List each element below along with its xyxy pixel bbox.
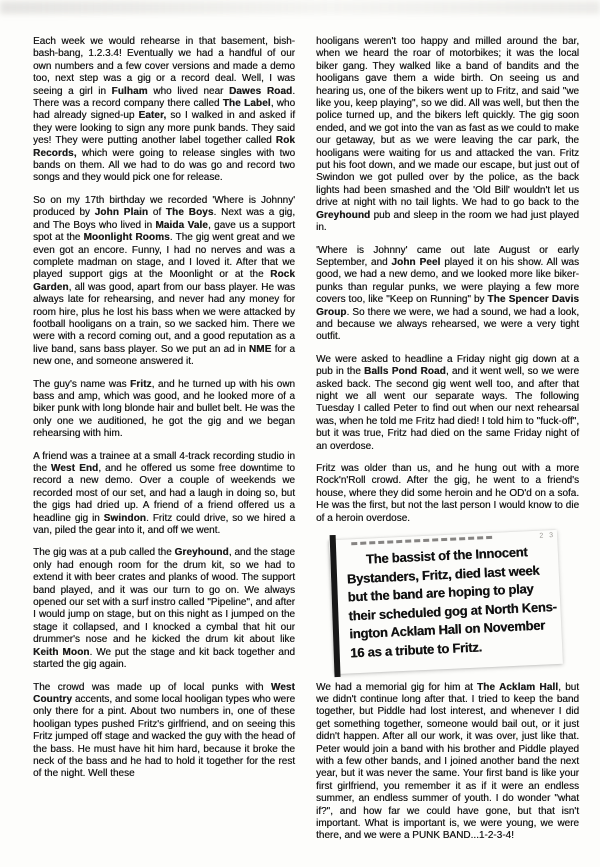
clipping-torn-edge (351, 536, 492, 545)
paragraph: We were asked to headline a Friday night gig down at a pub in the Balls Pond Road, and it went well, so we were asked back. The second gig went well too, and after that night we all went our separate ways. The following Tuesday I called Peter to find out when our next rehearsal was, when he told me Fritz had died! I told him to "fuck-off", but it was true, Fritz had died on the same Friday night of an overdose. (316, 353, 580, 452)
clipping-text (346, 542, 557, 663)
left-column (33, 36, 295, 853)
paragraph: A friend was a trainee at a small 4-track recording studio in the West End, and he offered us some free downtime to record a new demo. Over a couple of weekends we recorded most of our set, and had a laugh in doing so, but the gigs had dried up. A friend of a friend offered us a headline gig in Swindon. Fritz could drive, so we hired a van, piled the gear into it, and off we went. (33, 450, 296, 537)
paragraph: The gig was at a pub called the Greyhound, and the stage only had enough room for the drum kit, so we had to extend it with beer crates and planks of wood. The support band played, and it was our turn to go on. We always opened our set with a surf instro called "Pipeline", and after I would jump on stage, but on this night as I jumped on the stage it collapsed, and I knocked a cymbal that hit our drummer's nose and he kicked the drum kit about like Keith Moon. We put the stage and kit back together and started the gig again. (33, 547, 295, 671)
clipping-line: The bassist of the Innocent (365, 544, 528, 567)
right-column (316, 36, 579, 853)
news-clipping (329, 530, 563, 674)
paragraph: hooligans weren't too happy and milled around the bar, when we heard the roar of motorbikes; it was the local biker gang. They walked like a band of bandits and the hooligans gave them a wide birth. On seeing us and hearing us, one of the bikers went up to Fritz, and said "we like you, keep playing", so we did. All was well, but then the police turned up, and the bikers left quickly. The gig soon ended, and we got into the van as fast as we could to make our getaway, but as we were leaving the car park, the hooligans were waiting for us and attacked the van. Fritz put his foot down, and we made our escape, but just out of Swindon we got pulled over by the police, as the back lights had been smashed and the 'Old Bill' wouldn't let us drive at night with no tail lights. We had to go back to the Greyhound pub and sleep in the room we had just played in. (316, 36, 579, 234)
paragraph: The crowd was made up of local punks with West Country accents, and some local hooligan types who were only there for a pint. About two numbers in, one of these hooligan types pushed Fritz's girlfriend, and on seeing this Fritz jumped off stage and wacked the guy with the head of the bass. He must have hit him hard, because it broke the neck of the bass and he had to hold it together for the rest of the night. Well these (33, 681, 295, 780)
right-column-text-before (316, 36, 579, 525)
paragraph: We had a memorial gig for him at The Acklam Hall, but we didn't continue long after that. I tried to keep the band together, but Piddle had lost interest, and whenever I did get something together, someone would bail out, or it just didn't happen. After all our work, it was over, just like that. Peter would join a band with his brother and Piddle played with a few other bands, and I joined another band the next year, but it was never the same. Your first band is like your first girlfriend, you remember it as if it were an endless summer, an endless summer of youth. I do wonder "what if?", and how far we could have gone, but that isn't important. What is important is, we were young, we were there, and we were a PUNK BAND...1-2-3-4! (316, 681, 579, 842)
paragraph: Fritz was older than us, and he hung out with a more Rock'n'Roll crowd. After the gig, he went to a friend's house, where they did some heroin and he OD'd on a sofa. He was the first, but not the last person I would know to die of a heroin overdose. (316, 463, 579, 524)
paragraph: The guy's name was Fritz, and he turned up with his own bass and amp, which was good, and he looked more of a biker punk with long blonde hair and bullet belt. He was the only one we auditioned, he got the gig and we began rehearsing with him. (33, 378, 295, 440)
clipping-line: ington Acklam Hall on November (349, 617, 546, 642)
text-columns (33, 36, 579, 853)
clipping-line: but the band are hoping to play (347, 581, 534, 605)
scan-artifact-top (0, 1, 600, 14)
paragraph: Each week we would rehearse in that basement, bish-bash-bang, 1.2.3.4! Eventually we had a handful of our own numbers and a few cover versions and made a demo too, next step was a gig or a record deal. Well, I was seeing a girl in Fulham who lived near Dawes Road. There was a record company there called The Label, who had already signed-up Eater, so I walked in and asked if they were looking to sign any more punk bands. They said yes! They were putting another label together called Rok Records, which were going to release singles with two bands on them. All we had to do was go and record two songs and they would pick one for release. (33, 36, 296, 184)
right-column-text-after (316, 682, 579, 843)
clipping-line: Bystanders, Fritz, died last week (346, 562, 540, 587)
clipping-line: 16 as a tribute to Fritz. (349, 639, 483, 661)
clipping-line: their scheduled gog at North Kens- (348, 598, 557, 624)
clipping-left-edge (330, 535, 341, 677)
paragraph: 'Where is Johnny' came out late August or early September, and John Peel played it on his show. All was good, we had a new demo, and we looked more like biker-punks than regular punks, we were playing a few more covers too, like "Keep on Running" by The Spencer Davis Group. So there we were, we had a sound, we had a look, and because we always rehearsed, we were a very tight outfit. (316, 244, 579, 343)
clipping-corner-marks: 2 3 (539, 532, 556, 540)
paragraph: So on my 17th birthday we recorded 'Where is Johnny' produced by John Plain of The Boys. Next was a gig, and The Boys who lived in Maida Vale, gave us a support spot at the Moonlight Rooms. The gig went great and we even got an encore. Funny, I had no nerves and was a complete madman on stage, and I loved it. After that we played support gigs at the Moonlight or at the Rock Garden, all was good, apart from our bass player. He was always late for rehearsing, and never had any money for room hire, plus he lost his bass when we were attacked by football hooligans on a train, so we sacked him. There we were with a record coming out, and a good reputation as a live band, sans bass player. So we put an ad in NME for a new one, and someone answered it. (33, 194, 296, 368)
